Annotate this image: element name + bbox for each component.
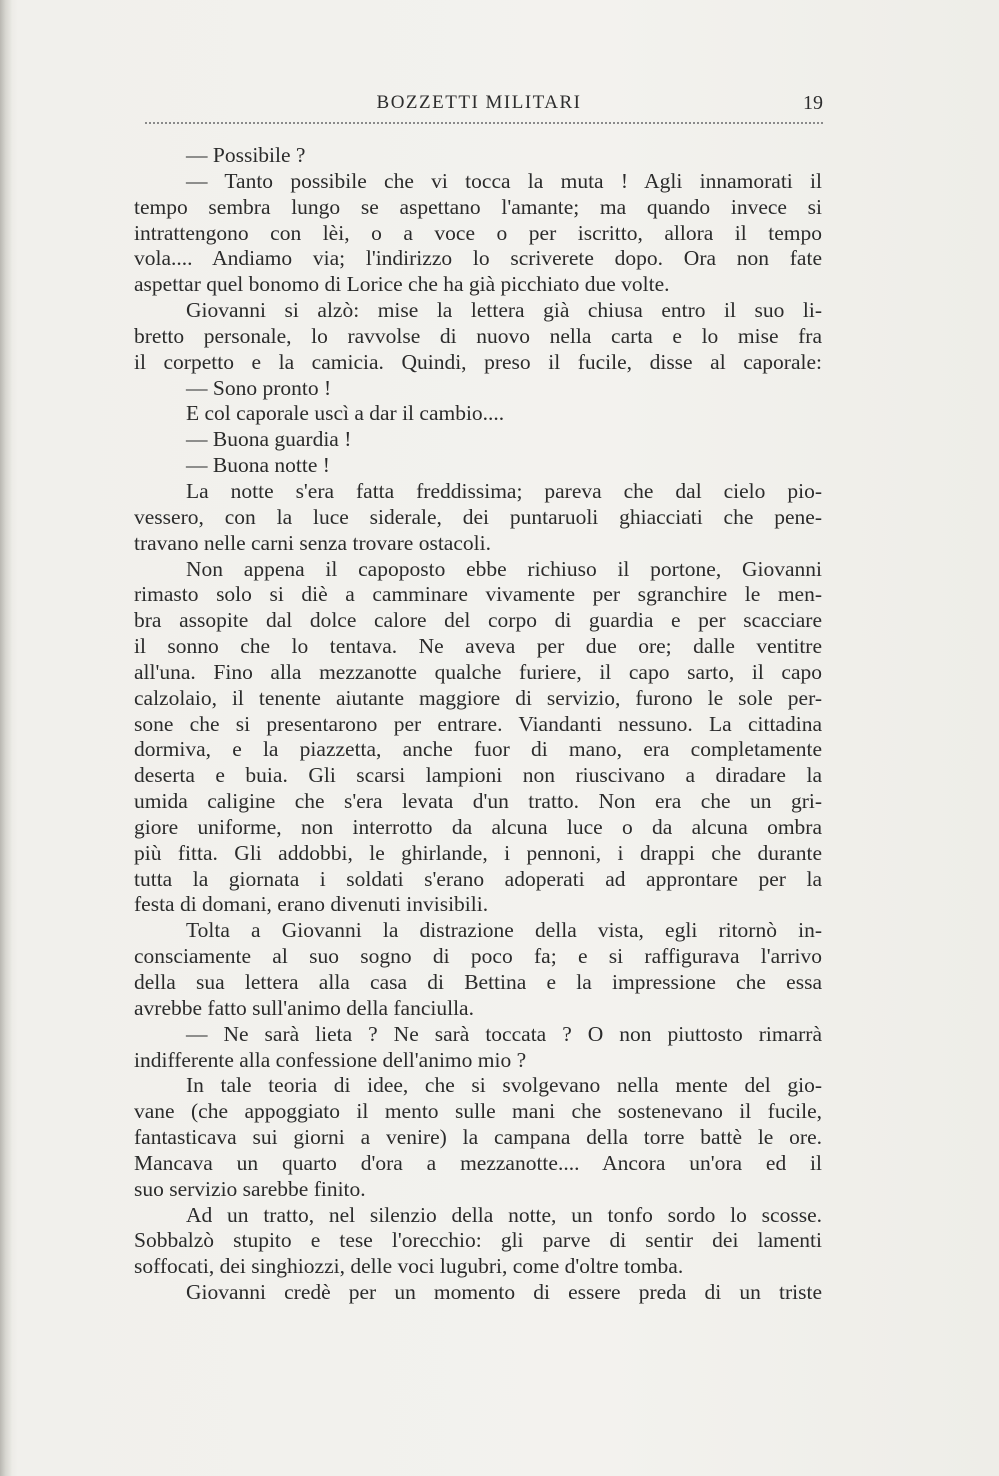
text-line: bra assopite dal dolce calore del corpo di guardia e per scacciare <box>134 608 822 633</box>
text-line: Sobbalzò stupito e tese l'orecchio: gli parve di sentir dei lamenti <box>134 1228 822 1253</box>
text-line: — Tanto possibile che vi tocca la muta ! Agli innamorati il <box>186 168 822 193</box>
running-head <box>135 92 823 118</box>
text-line: rimasto solo si diè a camminare vivamente per sgranchire le men- <box>134 582 822 607</box>
text-line: dormiva, e la piazzetta, anche fuor di mano, era completamente <box>134 737 822 762</box>
text-line: tutta la giornata i soldati s'erano adoperati ad approntare per la <box>134 866 822 891</box>
page-number: 19 <box>803 92 823 114</box>
text-line: della sua lettera alla casa di Bettina e la impressione che essa <box>134 970 822 994</box>
text-line: il corpetto e la camicia. Quindi, preso il fucile, disse al caporale: <box>134 349 822 374</box>
text-line: consciamente al suo sogno di poco fa; e si raffigurava l'arrivo <box>134 944 822 969</box>
text-line: suo servizio sarebbe finito. <box>134 1176 366 1201</box>
text-line: più fitta. Gli addobbi, le ghirlande, i pennoni, i drappi che durante <box>134 840 822 865</box>
text-line: il sonno che lo tentava. Ne aveva per due ore; dalle ventitre <box>134 634 822 659</box>
text-line: Giovanni credè per un momento di essere preda di un triste <box>186 1280 822 1305</box>
text-line: E col caporale uscì a dar il cambio.... <box>186 401 505 426</box>
text-line: In tale teoria di idee, che si svolgevano nella mente del gio- <box>186 1073 822 1098</box>
header-rule <box>145 122 823 124</box>
text-line: vessero, con la luce siderale, dei puntaruoli ghiacciati che pene- <box>134 504 822 529</box>
text-line: — Sono pronto ! <box>186 375 332 400</box>
text-line: indifferente alla confessione dell'animo mio ? <box>134 1047 527 1072</box>
text-line: all'una. Fino alla mezzanotte qualche furiere, il capo sarto, il capo <box>134 659 822 684</box>
text-line: bretto personale, lo ravvolse di nuovo nella carta e lo mise fra <box>134 323 822 348</box>
text-line: tempo sembra lungo se aspettano l'amante; ma quando invece si <box>134 194 822 219</box>
text-line: Tolta a Giovanni la distrazione della vista, egli ritornò in- <box>186 918 822 943</box>
text-line: fantasticava sui giorni a venire) la campana della torre battè le ore. <box>134 1125 822 1150</box>
text-line: festa di domani, erano divenuti invisibili. <box>134 892 489 917</box>
text-line: giore uniforme, non interrotto da alcuna luce o da alcuna ombra <box>134 814 822 839</box>
text-line: sone che si presentarono per entrare. Viandanti nessuno. La cittadina <box>134 711 822 736</box>
page-spine-shadow <box>0 0 12 1476</box>
text-line: Non appena il capoposto ebbe richiuso il portone, Giovanni <box>186 556 822 581</box>
body-text <box>134 143 822 1306</box>
text-line: calzolaio, il tenente aiutante maggiore di servizio, furono le sole per- <box>134 685 822 710</box>
text-line: umida caligine che s'era levata d'un tratto. Non era che un gri- <box>134 789 822 814</box>
running-head-title: BOZZETTI MILITARI <box>376 92 582 113</box>
text-line: La notte s'era fatta freddissima; pareva che dal cielo pio- <box>186 478 822 503</box>
text-line: deserta e buia. Gli scarsi lampioni non riuscivano a diradare la <box>134 763 822 788</box>
text-line: travano nelle carni senza trovare ostacoli. <box>134 530 491 555</box>
text-line: vola.... Andiamo via; l'indirizzo lo scriverete dopo. Ora non fate <box>134 246 822 271</box>
text-line: intrattengono con lèi, o a voce o per iscritto, allora il tempo <box>134 220 822 245</box>
text-line: Ad un tratto, nel silenzio della notte, un tonfo sordo lo scosse. <box>186 1202 822 1227</box>
text-line: Giovanni si alzò: mise la lettera già chiusa entro il suo li- <box>186 298 822 323</box>
text-line: soffocati, dei singhiozzi, delle voci lugubri, come d'oltre tomba. <box>134 1254 684 1279</box>
text-line: — Possibile ? <box>186 143 306 167</box>
text-line: — Buona notte ! <box>186 453 330 478</box>
text-line: Mancava un quarto d'ora a mezzanotte.... Ancora un'ora ed il <box>134 1150 822 1175</box>
text-line: — Ne sarà lieta ? Ne sarà toccata ? O non piuttosto rimarrà <box>186 1021 822 1046</box>
text-line: — Buona guardia ! <box>186 427 352 452</box>
text-line: avrebbe fatto sull'animo della fanciulla. <box>134 995 474 1020</box>
text-line: aspettar quel bonomo di Lorice che ha già picchiato due volte. <box>134 272 670 297</box>
text-line: vane (che appoggiato il mento sulle mani che sostenevano il fucile, <box>134 1099 822 1124</box>
